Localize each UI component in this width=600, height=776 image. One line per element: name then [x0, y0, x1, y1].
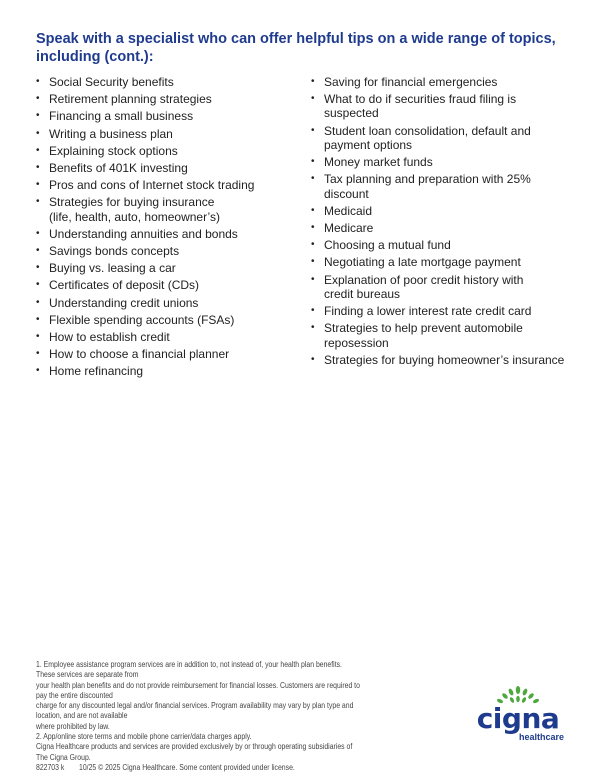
list-item-text: • Pros and cons of Internet stock trading — [49, 178, 255, 193]
list-item-text: • Medicare — [324, 221, 374, 236]
list-item — [311, 75, 571, 89]
list-item-text: • Strategies for buying insurance — [49, 195, 215, 210]
list-item — [311, 304, 571, 318]
list-item — [36, 92, 286, 106]
list-item-text: • Negotiating a late mortgage payment — [324, 255, 521, 270]
list-item-text: • Medicaid — [324, 203, 373, 218]
list-item — [36, 178, 286, 192]
list-item-text: • Strategies to help prevent automobile — [324, 321, 523, 336]
list-item-text: • Home refinancing — [49, 364, 144, 379]
list-item-text: • Money market funds — [324, 155, 433, 170]
list-item — [36, 195, 286, 224]
topics-list-left — [36, 75, 286, 381]
list-item — [36, 127, 286, 141]
list-item — [311, 155, 571, 169]
list-item-text: • How to choose a financial planner — [49, 347, 230, 362]
list-item — [311, 204, 571, 218]
list-item — [311, 92, 571, 121]
list-item-text: • Buying vs. leasing a car — [49, 261, 176, 276]
footnote-1-line: where prohibited by law. — [36, 721, 110, 731]
copyright: 10/25 © 2025 Cigna Healthcare. Some content provided under license. — [79, 762, 295, 772]
list-item — [311, 221, 571, 235]
list-item-text: • Understanding annuities and bonds — [49, 226, 238, 241]
list-item — [36, 347, 286, 361]
list-item-text: • Writing a business plan — [49, 126, 173, 141]
list-item-text: • Explaining stock options — [49, 143, 178, 158]
footnotes — [36, 660, 363, 773]
list-item-text: • What to do if securities fraud filing is — [324, 92, 517, 107]
list-item-text: • Choosing a mutual fund — [324, 238, 451, 253]
list-item — [311, 321, 571, 350]
footnote-2: 2. App/online store terms and mobile phone carrier/data charges apply. — [36, 732, 252, 742]
list-item — [36, 278, 286, 292]
list-item — [36, 109, 286, 123]
list-item — [36, 330, 286, 344]
list-item — [311, 353, 571, 367]
cigna-logo — [470, 686, 566, 750]
logo-subtext: healthcare — [518, 732, 564, 742]
list-item-text: discount — [324, 186, 369, 201]
list-item-text: • Benefits of 401K investing — [49, 160, 188, 175]
list-item-text: • Savings bonds concepts — [49, 243, 180, 258]
list-item-text: • Student loan consolidation, default and — [324, 123, 531, 138]
list-item-text: • How to establish credit — [49, 329, 170, 344]
list-item — [36, 227, 286, 241]
list-item — [36, 364, 286, 378]
list-item-text: (life, health, auto, homeowner’s) — [49, 209, 220, 224]
list-item-text: suspected — [324, 106, 379, 121]
list-item — [36, 296, 286, 310]
list-item — [36, 244, 286, 258]
section-heading: Speak with a specialist who can offer helpful tips on a wide range of topics, including (cont.): — [36, 31, 556, 65]
list-item-text: • Understanding credit unions — [49, 295, 199, 310]
list-item — [36, 75, 286, 89]
legal-line — [36, 763, 363, 773]
list-item-text: • Financing a small business — [49, 109, 194, 124]
footnote-1-line: charge for any discounted legal and/or financial services. Program availability may vary by plan type and location, and are not available — [36, 701, 354, 721]
list-item — [311, 124, 571, 153]
list-item — [36, 144, 286, 158]
list-item-text: • Flexible spending accounts (FSAs) — [49, 312, 235, 327]
list-item-text: reposession — [324, 335, 389, 350]
footnote-1 — [36, 660, 363, 732]
list-item-text: credit bureaus — [324, 286, 401, 301]
logo-wordmark: cigna — [476, 702, 560, 735]
list-item — [311, 273, 571, 302]
list-item — [36, 161, 286, 175]
list-item-text: • Social Security benefits — [49, 75, 174, 89]
document-code: 822703 k — [36, 762, 65, 772]
footnote-1-line: 1. Employee assistance program services are in addition to, not instead of, your health plan benefits. These services are separate from — [36, 660, 342, 680]
list-item — [36, 313, 286, 327]
list-item — [311, 238, 571, 252]
topics-list-right — [311, 75, 571, 370]
disclaimer: Cigna Healthcare products and services are provided exclusively by or through operating subsidiaries of The Cigna Group. — [36, 742, 353, 762]
list-item-text: • Retirement planning strategies — [49, 92, 212, 107]
list-item — [311, 172, 571, 201]
list-item-text: • Strategies for buying homeowner’s insurance — [324, 352, 565, 367]
list-item-text: • Finding a lower interest rate credit card — [324, 304, 532, 319]
list-item — [311, 255, 571, 269]
list-item-text: • Explanation of poor credit history with — [324, 272, 524, 287]
list-item-text: payment options — [324, 137, 413, 152]
list-item — [36, 261, 286, 275]
list-item-text: • Certificates of deposit (CDs) — [49, 278, 200, 293]
list-item-text: • Saving for financial emergencies — [324, 75, 498, 89]
footnote-1-line: your health plan benefits and do not provide reimbursement for financial losses. Customers are required to pay the entire discounted — [36, 680, 360, 700]
list-item-text: • Tax planning and preparation with 25% — [324, 172, 531, 187]
